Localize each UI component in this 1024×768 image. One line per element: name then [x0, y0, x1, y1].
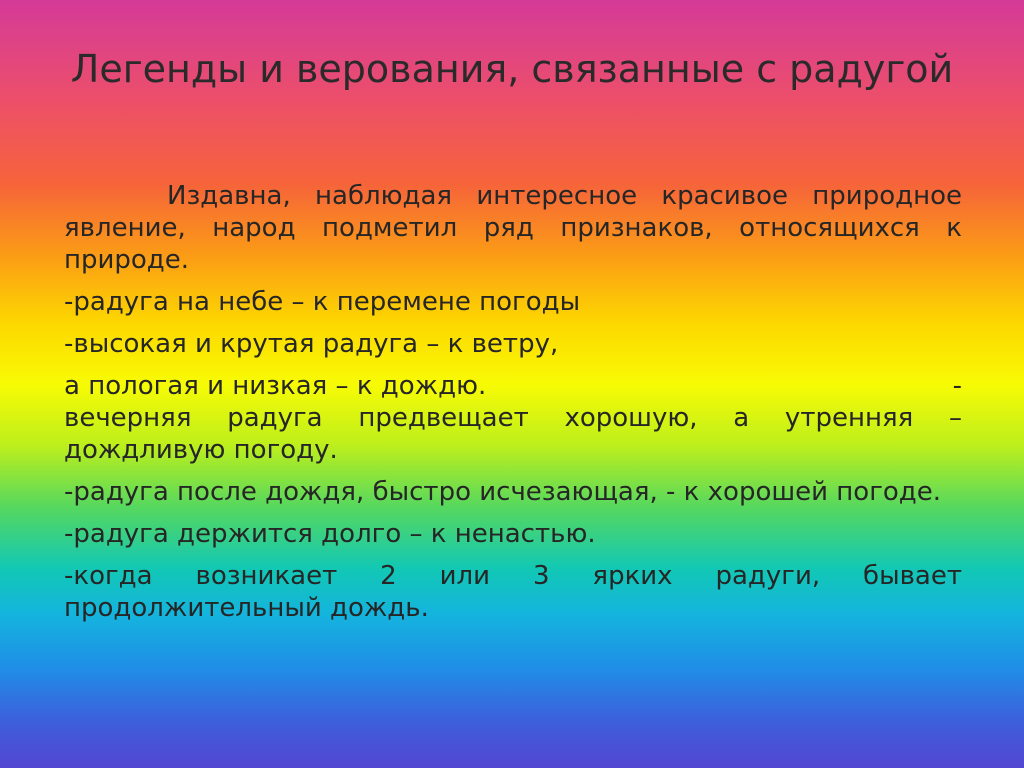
sign-evening-rainbow: вечерняя радуга предвещает хорошую, а утренняя – дождливую погоду.	[64, 403, 962, 465]
sign-long-rainbow: -радуга держится долго – к ненастью.	[64, 519, 596, 549]
sign-high-rainbow: -высокая и крутая радуга – к ветру,	[64, 329, 559, 359]
sign-low-rainbow-row	[64, 370, 962, 402]
sign-weather-change: -радуга на небе – к перемене погоды	[64, 287, 581, 317]
slide-body	[64, 180, 962, 634]
sign-low-rainbow: а пологая и низкая – к дождю.	[64, 371, 487, 401]
slide-title: Легенды и верования, связанные с радугой	[70, 47, 954, 91]
dash-marker: -	[952, 371, 962, 401]
sign-multiple-rainbows: -когда возникает 2 или 3 ярких радуги, бывает продолжительный дождь.	[64, 561, 962, 623]
intro-paragraph: Издавна, наблюдая интересное красивое природное явление, народ подметил ряд признаков, относящихся к природе.	[64, 181, 962, 275]
sign-after-rain: -радуга после дождя, быстро исчезающая, - к хорошей погоде.	[64, 477, 942, 507]
